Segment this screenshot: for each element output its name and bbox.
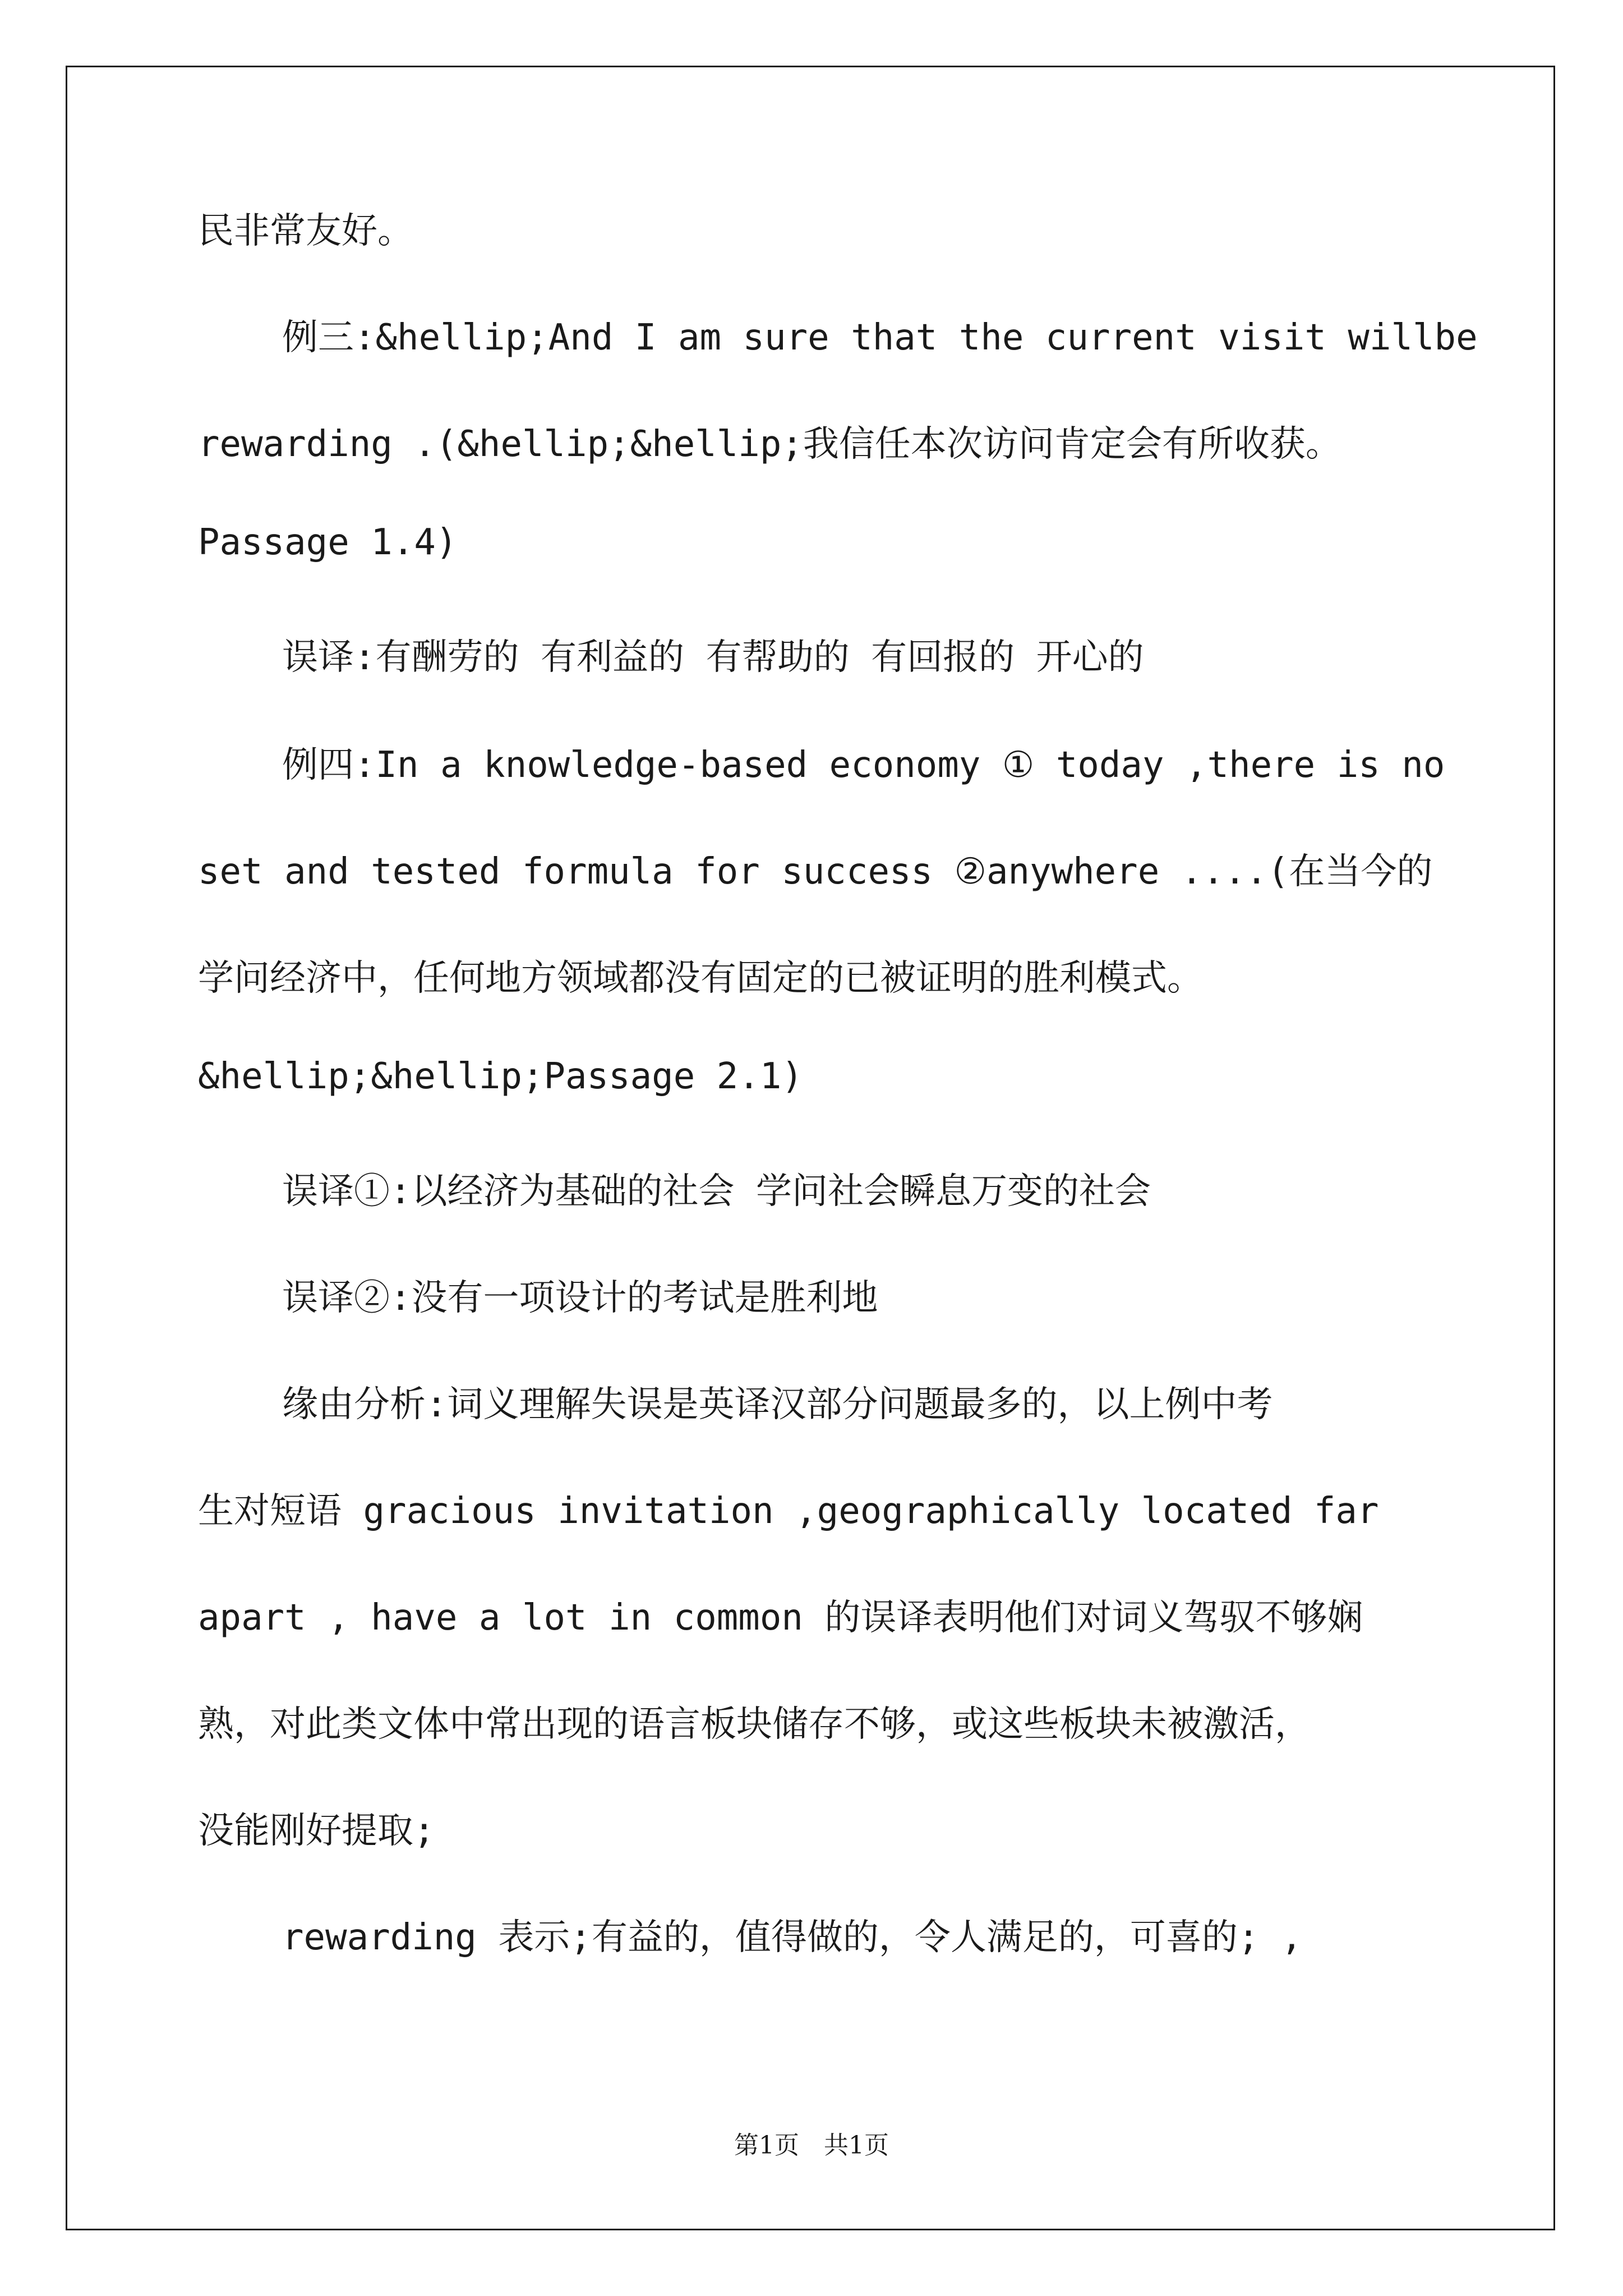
text-line: set and tested formula for success ②anywhere ....(在当今的 xyxy=(198,851,1433,892)
text-line: 学问经济中，任何地方领域都没有固定的已被证明的胜利模式。 xyxy=(198,958,1203,999)
text-line: 例四:In a knowledge-based economy ① today ,there is no xyxy=(282,744,1445,786)
text-line: &hellip;&hellip;Passage 2.1) xyxy=(198,1056,803,1097)
text-line: 民非常友好。 xyxy=(198,210,413,252)
text-line: 误译②:没有一项设计的考试是胜利地 xyxy=(282,1277,878,1319)
text-line: 误译①:以经济为基础的社会 学问社会瞬息万变的社会 xyxy=(282,1171,1151,1212)
text-line: Passage 1.4) xyxy=(198,522,458,563)
text-line: apart , have a lot in common 的误译表明他们对词义驾驭不够娴 xyxy=(198,1597,1363,1639)
text-line: 熟，对此类文体中常出现的语言板块储存不够，或这些板块未被激活， xyxy=(198,1704,1311,1745)
text-line: rewarding .(&hellip;&hellip;我信任本次访问肯定会有所收获。 xyxy=(198,424,1341,465)
text-line: 误译:有酬劳的 有利益的 有帮助的 有回报的 开心的 xyxy=(282,637,1144,678)
text-line: 没能刚好提取; xyxy=(198,1810,435,1852)
text-line: 生对短语 gracious invitation ,geographically located far xyxy=(198,1490,1379,1532)
text-line: 缘由分析:词义理解失误是英译汉部分问题最多的，以上例中考 xyxy=(282,1384,1273,1425)
text-line: rewarding 表示;有益的，值得做的，令人满足的，可喜的; , xyxy=(282,1917,1303,1958)
text-line: 例三:&hellip;And I am sure that the current visit willbe xyxy=(282,317,1478,358)
page-border xyxy=(66,66,1555,2230)
page-footer: 第1页 共1页 xyxy=(734,2131,889,2160)
